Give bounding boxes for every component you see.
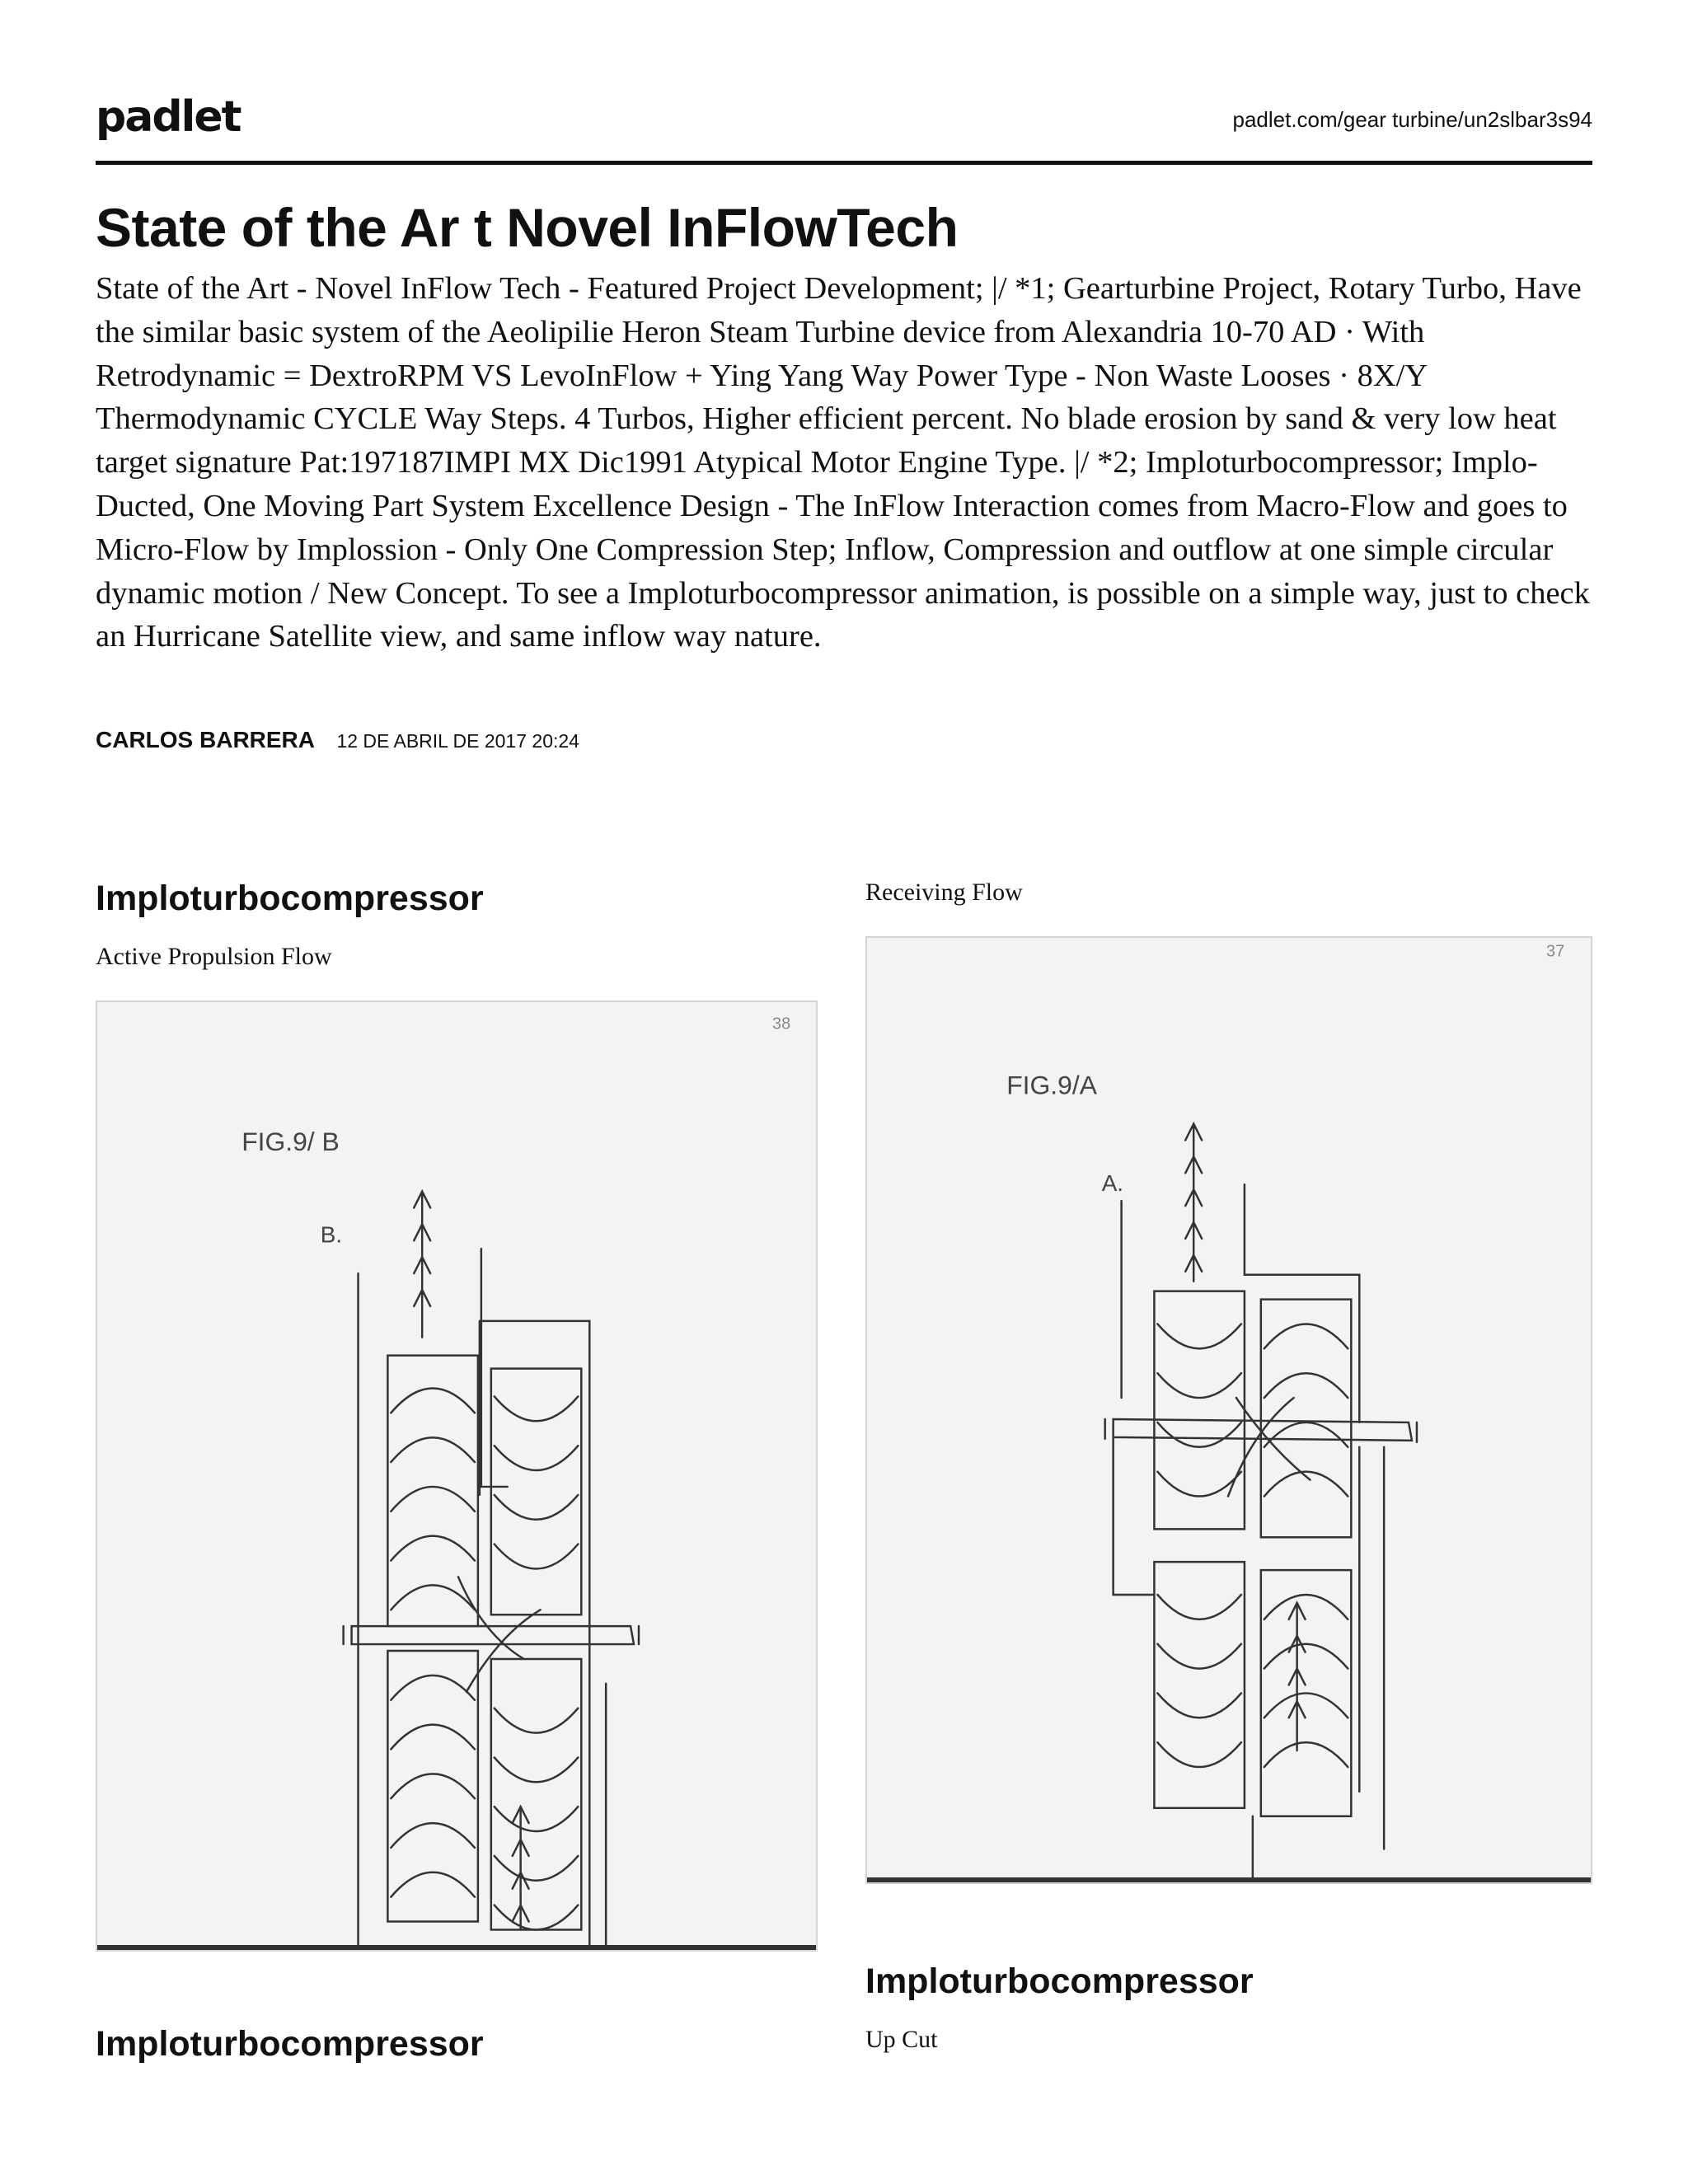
fig-9a-page-number: 37 [1546, 942, 1565, 961]
header-divider [96, 161, 1592, 165]
card-left-title: Imploturbocompressor [96, 879, 484, 918]
card-right-bottom-title: Imploturbocompressor [865, 1961, 1254, 2001]
post-meta [96, 727, 579, 753]
card-left-bottom-title: Imploturbocompressor [96, 2024, 484, 2064]
fig-9b-point-label: B. [320, 1221, 343, 1248]
fig-9a-point-label: A. [1101, 1170, 1124, 1197]
padlet-logo[interactable]: padlet [96, 92, 241, 142]
padlet-url[interactable]: padlet.com/gear turbine/un2slbar3s94 [1232, 107, 1592, 132]
fig-9b-bottom-edge [97, 1945, 816, 1950]
post-title: State of the Ar t Novel InFlowTech [96, 197, 959, 258]
card-left-caption: Active Propulsion Flow [96, 943, 332, 970]
card-right-bottom-caption: Up Cut [865, 2026, 938, 2053]
fig-9a-drawing[interactable] [865, 936, 1592, 1884]
post-date: 12 DE ABRIL DE 2017 20:24 [336, 730, 579, 752]
post-author: CARLOS BARRERA [96, 727, 315, 752]
card-right-caption: Receiving Flow [865, 879, 1023, 906]
post-body: State of the Art - Novel InFlow Tech - Featured Project Development; |/ *1; Gearturbine Project, Rotary Turbo, Have the similar basic system of the Aeolipilie Heron Steam Turbine device from Alexandria 10-70 AD · With Retrodynamic = DextroRPM VS LevoInFlow + Ying Yang Way Power Type - Non Waste Looses · 8X/Y Thermodynamic CYCLE Way Steps. 4 Turbos, Higher efficient percent. No blade erosion by sand & very low heat target signature Pat:197187IMPI MX Dic1991 Atypical Motor Engine Type. |/ *2; Imploturbocompressor; Implo-Ducted, One Moving Part System Excellence Design - The InFlow Interaction comes from Macro-Flow and goes to Micro-Flow by Implossion - Only One Compression Step; Inflow, Compression and outflow at one simple circular dynamic motion / New Concept. To see a Imploturbocompressor animation, is possible on a simple way, just to check an Hurricane Satellite view, and same inflow way nature. [96, 271, 1590, 654]
fig-9b-label: FIG.9/ B [241, 1126, 340, 1156]
fig-9a-bottom-edge [867, 1877, 1591, 1882]
fig-9b-page-number: 38 [772, 1015, 791, 1033]
fig-9b-sketch [97, 1002, 816, 1950]
fig-9b-drawing[interactable] [96, 1001, 818, 1952]
fig-9a-label: FIG.9/A [1006, 1070, 1097, 1100]
fig-9a-sketch [867, 938, 1591, 1882]
